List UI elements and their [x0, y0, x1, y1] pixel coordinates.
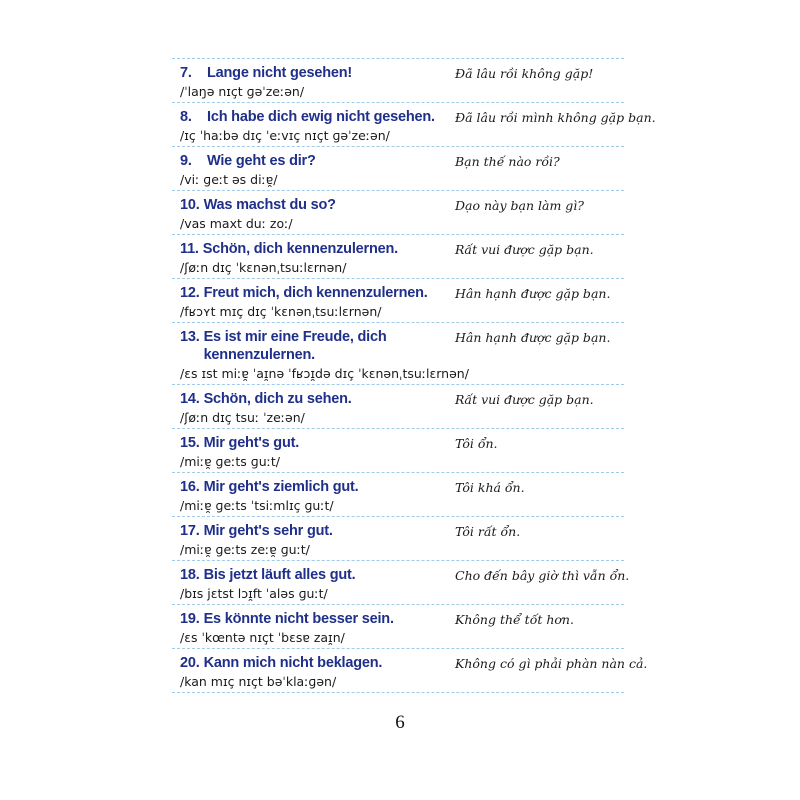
german-text: Ich habe dich ewig nicht gesehen. — [207, 109, 435, 125]
phrase-number: 10. — [180, 197, 200, 213]
german-phrase — [180, 196, 450, 214]
phrase-entry — [172, 191, 624, 235]
ipa-transcription: /viː ɡeːt əs diːɐ̯/ — [180, 172, 278, 187]
ipa-transcription: /ɛs ˈkœntə nɪçt ˈbɛsɐ zaɪ̯n/ — [180, 630, 345, 645]
german-text: Es ist mir eine Freude, dich kennenzulernen. — [203, 329, 387, 363]
german-phrase — [180, 522, 450, 540]
vietnamese-translation: Hân hạnh được gặp bạn. — [455, 286, 611, 301]
phrase-number: 17. — [180, 523, 200, 539]
vietnamese-translation: Rất vui được gặp bạn. — [455, 242, 594, 257]
german-text: Lange nicht gesehen! — [207, 65, 353, 81]
german-column — [180, 328, 469, 382]
german-text: Freut mich, dich kennenzulernen. — [203, 285, 428, 301]
ipa-transcription: /ʃøːn dɪç tsuː ˈzeːən/ — [180, 410, 305, 425]
german-text: Kann mich nicht beklagen. — [203, 655, 383, 671]
german-phrase — [180, 654, 450, 672]
german-text: Was machst du so? — [203, 197, 336, 213]
phrase-entry — [172, 279, 624, 323]
german-column — [180, 284, 450, 320]
vietnamese-translation: Không thể tốt hơn. — [455, 612, 574, 627]
german-column — [180, 434, 450, 470]
german-text: Es könnte nicht besser sein. — [203, 611, 394, 627]
german-phrase — [180, 434, 450, 452]
german-phrase — [180, 64, 450, 82]
phrase-number: 8. — [180, 109, 192, 125]
vietnamese-translation: Tôi ổn. — [455, 436, 498, 451]
german-text: Mir geht's gut. — [203, 435, 300, 451]
phrase-entry — [172, 323, 624, 385]
phrase-number: 13. — [180, 329, 200, 345]
phrase-number: 16. — [180, 479, 200, 495]
phrase-number: 20. — [180, 655, 200, 671]
german-text: Schön, dich zu sehen. — [203, 391, 352, 407]
vietnamese-translation: Tôi khá ổn. — [455, 480, 525, 495]
ipa-transcription: /kan mɪç nɪçt bəˈklaːɡən/ — [180, 674, 337, 689]
phrase-entry — [172, 103, 656, 147]
phrase-list — [172, 58, 656, 693]
ipa-transcription: /ɪç ˈhaːbə dɪç ˈeːvɪç nɪçt ɡəˈzeːən/ — [180, 128, 390, 143]
german-phrase — [180, 284, 450, 302]
phrase-number: 14. — [180, 391, 200, 407]
german-column — [180, 522, 450, 558]
german-column — [180, 390, 450, 426]
phrase-number: 12. — [180, 285, 200, 301]
german-text: Mir geht's sehr gut. — [203, 523, 333, 539]
german-text: Schön, dich kennenzulernen. — [202, 241, 398, 257]
vietnamese-translation: Dạo này bạn làm gì? — [455, 198, 584, 213]
vietnamese-translation: Hân hạnh được gặp bạn. — [455, 330, 611, 345]
phrase-number: 7. — [180, 65, 192, 81]
german-column — [180, 152, 450, 188]
phrase-entry — [172, 59, 624, 103]
german-text: Mir geht's ziemlich gut. — [203, 479, 359, 495]
german-phrase — [180, 328, 415, 364]
german-phrase — [180, 152, 450, 170]
phrase-entry — [172, 561, 630, 605]
vietnamese-translation: Đã lâu rồi không gặp! — [455, 66, 594, 81]
german-text: Wie geht es dir? — [207, 153, 316, 169]
german-phrase — [180, 240, 450, 258]
german-phrase — [180, 478, 450, 496]
ipa-transcription: /miːɐ̯ ɡeːts zeːɐ̯ ɡuːt/ — [180, 542, 310, 557]
german-column — [180, 240, 450, 276]
phrase-entry — [172, 649, 648, 693]
ipa-transcription: /ˈlaŋə nɪçt ɡəˈzeːən/ — [180, 84, 305, 99]
german-column — [180, 654, 450, 690]
vietnamese-translation: Bạn thế nào rồi? — [455, 154, 560, 169]
vietnamese-translation: Rất vui được gặp bạn. — [455, 392, 594, 407]
vietnamese-translation: Đã lâu rồi mình không gặp bạn. — [455, 110, 656, 125]
ipa-transcription: /ɛs ɪst miːɐ̯ ˈaɪ̯nə ˈfʁɔɪ̯də dɪç ˈkɛnənˌtsuːlɛrnən/ — [180, 366, 469, 381]
ipa-transcription: /fʁɔʏt mɪç dɪç ˈkɛnənˌtsuːlɛrnən/ — [180, 304, 382, 319]
german-column — [180, 64, 450, 100]
german-phrase — [180, 610, 450, 628]
vietnamese-translation: Cho đến bây giờ thì vẫn ổn. — [455, 568, 630, 583]
phrase-number: 18. — [180, 567, 200, 583]
phrase-entry — [172, 605, 624, 649]
phrase-number: 11. — [180, 241, 199, 257]
page-number: 6 — [395, 712, 405, 733]
phrase-entry — [172, 429, 624, 473]
ipa-transcription: /ʃøːn dɪç ˈkɛnənˌtsuːlɛrnən/ — [180, 260, 347, 275]
vietnamese-translation: Không có gì phải phàn nàn cả. — [455, 656, 648, 671]
german-column — [180, 610, 450, 646]
phrase-entry — [172, 235, 624, 279]
ipa-transcription: /miːɐ̯ ɡeːts ˈtsiːmlɪç ɡuːt/ — [180, 498, 334, 513]
ipa-transcription: /vas maxt duː zoː/ — [180, 216, 293, 231]
phrase-entry — [172, 385, 624, 429]
german-phrase — [180, 566, 450, 584]
phrase-entry — [172, 147, 624, 191]
ipa-transcription: /bɪs jɛtst lɔɪ̯ft ˈaləs ɡuːt/ — [180, 586, 328, 601]
german-column — [180, 196, 450, 232]
german-phrase — [180, 390, 450, 408]
german-text: Bis jetzt läuft alles gut. — [203, 567, 356, 583]
phrase-number: 15. — [180, 435, 200, 451]
phrase-number: 9. — [180, 153, 192, 169]
vietnamese-translation: Tôi rất ổn. — [455, 524, 521, 539]
german-column — [180, 478, 450, 514]
german-column — [180, 108, 450, 144]
ipa-transcription: /miːɐ̯ ɡeːts ɡuːt/ — [180, 454, 280, 469]
german-column — [180, 566, 450, 602]
phrase-entry — [172, 517, 624, 561]
phrase-entry — [172, 473, 624, 517]
phrase-number: 19. — [180, 611, 200, 627]
german-phrase — [180, 108, 450, 126]
